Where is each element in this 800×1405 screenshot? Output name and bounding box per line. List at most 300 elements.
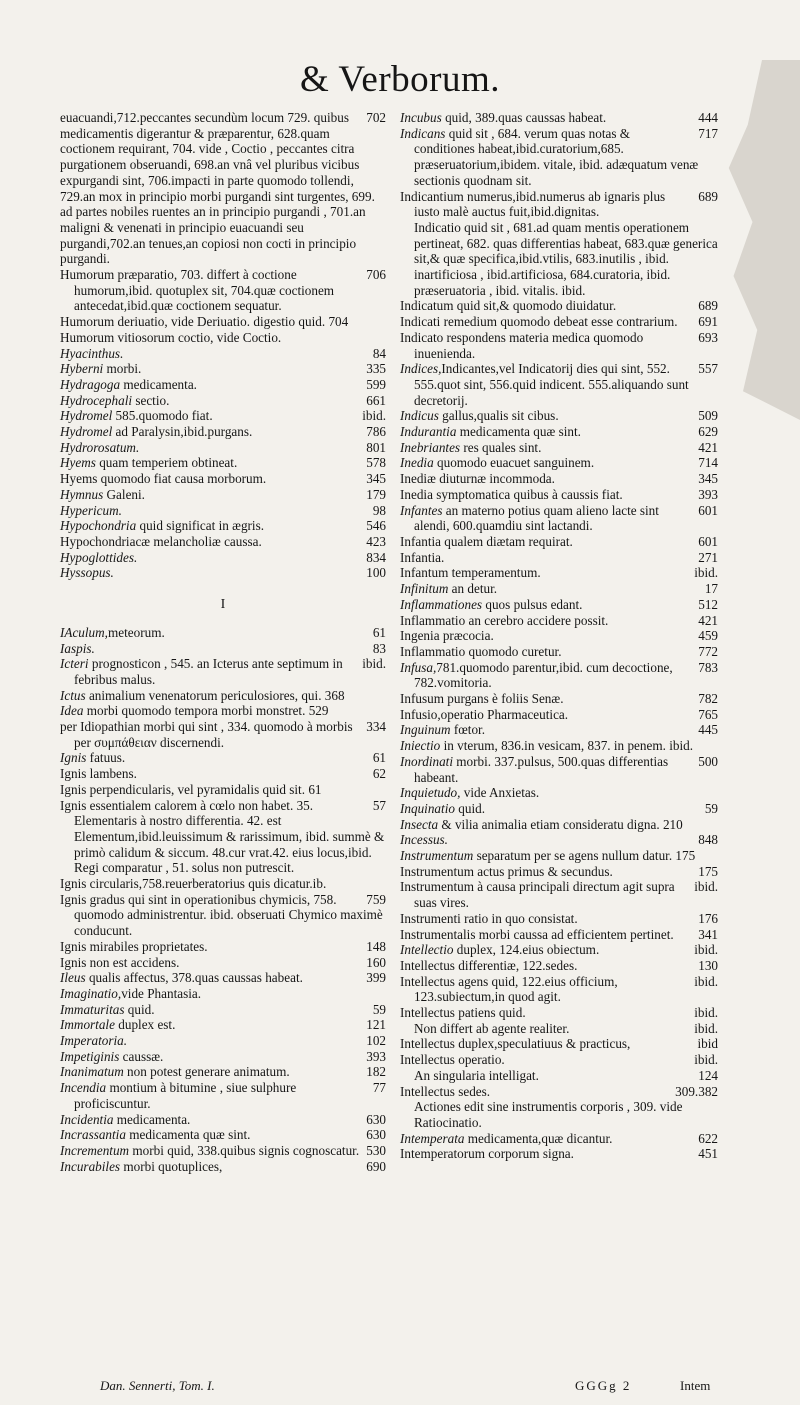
index-entry (60, 1127, 386, 1143)
page-reference: 59 (704, 800, 718, 816)
entry-text: Infusio,operatio Pharmaceutica. (400, 706, 569, 722)
page-reference: 124 (698, 1067, 718, 1083)
index-entry (400, 189, 718, 220)
page-reference: 782 (698, 691, 718, 707)
page-reference: 693 (698, 329, 718, 345)
index-entry (400, 314, 718, 330)
entry-text: fatuus. (86, 750, 126, 766)
entry-text: medicamenta quæ sint. (456, 424, 581, 440)
entry-text: Instrumentalis morbi caussa ad efficientem pertinet. (400, 926, 674, 942)
index-entry (60, 565, 386, 581)
entry-text: montium à bitumine , siue sulphure proficiscuntur. (74, 1080, 297, 1111)
index-entry (400, 565, 718, 581)
page-reference: 557 (698, 361, 718, 377)
index-entry (60, 408, 386, 424)
page-reference: 175 (698, 863, 718, 879)
entry-headword: Hydrorosatum. (60, 439, 140, 455)
index-entry (60, 346, 386, 362)
entry-text: gallus,qualis sit cibus. (438, 408, 559, 424)
page-reference: 601 (698, 533, 718, 549)
entry-text: medicamenta. (113, 1111, 191, 1127)
page-reference: 702 (366, 110, 386, 125)
entry-headword: Hypoglottides. (60, 549, 138, 565)
page-reference: 121 (366, 1017, 386, 1033)
entry-text: medicamenta. (120, 376, 197, 392)
entry-headword: Inquietudo, (400, 785, 461, 801)
entry-headword: Idea (60, 703, 84, 719)
page-reference: 59 (372, 1001, 386, 1017)
index-entry (400, 1021, 718, 1037)
entry-headword: Hydromel (60, 408, 113, 424)
entry-headword: Hypochondria (60, 518, 137, 534)
entry-headword: Hydragoga (60, 376, 121, 392)
entry-text: Ignis lambens. (60, 766, 137, 782)
page-reference: 599 (366, 376, 386, 392)
entry-text: Humorum præparatio, 703. differt à coctione humorum,ibid. quotuplex sit, 704.quæ coctionem antecedat,ibid.quæ coctionem sequatur. (60, 267, 335, 314)
page-reference: 630 (366, 1111, 386, 1127)
entry-headword: Incurabiles (60, 1158, 121, 1174)
index-entry (60, 377, 386, 393)
entry-text: medicamenta,quæ dicantur. (464, 1130, 613, 1146)
entry-headword: Incessus. (400, 832, 448, 848)
page-reference: 786 (366, 424, 386, 440)
page-reference: 546 (366, 518, 386, 534)
page-reference: ibid. (694, 973, 718, 989)
entry-text: quos pulsus edant. (482, 596, 583, 612)
page-reference: 61 (372, 624, 386, 640)
entry-text: An singularia intelligat. (414, 1067, 539, 1083)
torn-page-edge (705, 60, 800, 420)
entry-headword: Inordinati (400, 753, 453, 769)
index-entry (400, 644, 718, 660)
entry-text: morbi. (103, 361, 142, 377)
index-entry (400, 942, 718, 958)
page-reference: ibid. (694, 565, 718, 581)
entry-text: Indicati remedium quomodo debeat esse contrarium. (400, 314, 678, 330)
index-entry (400, 1068, 718, 1084)
index-entry (60, 1049, 386, 1065)
index-entry (400, 534, 718, 550)
index-entry (400, 660, 718, 691)
index-entry (400, 424, 718, 440)
page-reference: 848 (698, 832, 718, 848)
page-reference: 801 (366, 439, 386, 455)
index-entry (400, 801, 718, 817)
entry-headword: Hypericum. (60, 502, 122, 518)
index-entry (60, 487, 386, 503)
page-reference: 530 (366, 1143, 386, 1158)
index-entry (400, 832, 718, 848)
entry-text: Ingenia præcocia. (400, 628, 494, 644)
entry-headword: Hyssopus. (60, 565, 114, 581)
index-entry (400, 1084, 718, 1100)
index-entry (60, 656, 386, 687)
page-reference: 345 (698, 471, 718, 487)
index-entry (400, 1146, 718, 1162)
index-entry (60, 518, 386, 534)
index-entry (400, 408, 718, 424)
entry-headword: Intemperata (400, 1130, 465, 1146)
section-letter: I (220, 597, 226, 613)
page-reference: 399 (366, 970, 386, 986)
index-entry (60, 503, 386, 519)
entry-text: Non differt ab agente realiter. (414, 1020, 570, 1036)
entry-headword: Inebriantes (400, 439, 461, 455)
index-entry (400, 613, 718, 629)
entry-text: caussæ. (119, 1048, 164, 1064)
entry-text: Hypochondriacæ melancholiæ caussa. (60, 533, 262, 549)
index-entry (60, 625, 386, 641)
index-entry (400, 707, 718, 723)
entry-text: Ignis gradus qui sint in operationibus chymicis, 758. quomodo administrentur. ibid. obseruati Chymico maximè conducunt. (60, 891, 383, 939)
entry-text: an materno potius quam alieno lacte sint alendi, 600.quamdiu sint lactandi. (414, 502, 659, 534)
page-reference: 148 (366, 938, 386, 954)
entry-text: fœtor. (450, 722, 485, 738)
entry-text: Ignis non est accidens. (60, 954, 180, 970)
page-reference: 765 (698, 706, 718, 722)
entry-headword: Hymnus (60, 486, 104, 502)
page-reference: 500 (698, 753, 718, 769)
entry-headword: Intellectio (400, 942, 454, 958)
entry-headword: Hyems (60, 455, 96, 471)
entry-text: vide Anxietas. (460, 785, 540, 801)
page-reference: 130 (698, 957, 718, 973)
index-entry (60, 1064, 386, 1080)
entry-headword: Hydrocephali (60, 392, 133, 408)
index-entry (60, 703, 386, 719)
page-reference: 271 (698, 549, 718, 565)
page-reference: 341 (698, 926, 718, 942)
page-reference: 661 (366, 392, 386, 408)
index-entry (60, 939, 386, 955)
page-reference: 509 (698, 408, 718, 424)
index-entry (400, 487, 718, 503)
entry-text: quid, 389.quas caussas habeat. (441, 110, 607, 125)
entry-headword: Inquinatio (400, 800, 455, 816)
index-entry (400, 628, 718, 644)
index-entry (400, 738, 718, 754)
index-entry (60, 1080, 386, 1111)
entry-text: Intemperatorum corporum signa. (400, 1146, 574, 1162)
page-reference: 77 (372, 1080, 386, 1096)
catchword: Intem (680, 1378, 711, 1393)
entry-text: Actiones edit sine instrumentis corporis , 309. vide Ratiocinatio. (414, 1099, 683, 1130)
entry-headword: Insecta (400, 816, 439, 832)
entry-headword: Incidentia (60, 1111, 114, 1127)
index-entry (400, 597, 718, 613)
page-reference: 17 (704, 581, 718, 597)
entry-text: quid. (124, 1001, 155, 1017)
entry-headword: Iniectio (400, 738, 441, 754)
index-entry (400, 471, 718, 487)
index-entry (60, 361, 386, 377)
page-reference: 706 (366, 267, 386, 283)
index-entry (60, 267, 386, 314)
page-reference: 182 (366, 1064, 386, 1080)
page-reference: 451 (698, 1146, 718, 1162)
index-entry (400, 220, 718, 299)
page-reference: ibid. (362, 408, 386, 424)
page-reference: 759 (366, 891, 386, 907)
page-reference: 102 (366, 1033, 386, 1049)
index-entry (60, 1112, 386, 1128)
entry-headword: Iaspis. (60, 640, 95, 656)
page-reference: 421 (698, 612, 718, 628)
entry-headword: Infantes (400, 502, 443, 518)
entry-headword: Indices, (400, 361, 442, 377)
entry-text: Indicantium numerus,ibid.numerus ab ignaris plus iusto malè auctus fuit,ibid.dignitas. (400, 188, 666, 220)
index-entry (400, 1131, 718, 1147)
entry-text: Intellectus operatio. (400, 1052, 505, 1068)
index-entry (60, 970, 386, 986)
entry-text: morbi quotuplices, (120, 1158, 223, 1174)
entry-text: Indicatum quid sit,& quomodo diuidatur. (400, 298, 617, 314)
page-reference: 57 (372, 797, 386, 813)
entry-headword: Infusa, (400, 659, 437, 675)
entry-text: meteorum. (107, 624, 165, 640)
running-title: Dan. Sennerti, Tom. I. (100, 1378, 215, 1393)
index-entry (400, 879, 718, 910)
entry-headword: Imperatoria. (60, 1033, 128, 1049)
page-reference: 834 (366, 549, 386, 565)
page-reference: 691 (698, 314, 718, 330)
index-entry (60, 314, 386, 330)
entry-text: per Idiopathian morbi qui sint , 334. quomodo à morbis per συμπάθειαν discernendi. (60, 719, 353, 750)
entry-text: Indicato respondens materia medica quomodo inuenienda. (400, 329, 644, 361)
entry-text: quam temperiem obtineat. (95, 455, 238, 471)
entry-text: quid. (454, 800, 485, 816)
entry-text: Infusum purgans è foliis Senæ. (400, 691, 564, 707)
entry-text: morbi quomodo tempora morbi monstret. 529 (83, 703, 329, 719)
entry-text: duplex, 124.eius obiectum. (453, 942, 600, 958)
page-reference: 62 (372, 766, 386, 782)
entry-text: Infantia. (400, 549, 445, 565)
index-entry (400, 1052, 718, 1068)
page-reference: 444 (698, 110, 718, 125)
entry-headword: Inanimatum (60, 1064, 124, 1080)
entry-text: duplex est. (114, 1017, 176, 1033)
signature-mark: GGGg 2 (575, 1378, 632, 1393)
entry-text: Humorum deriuatio, vide Deriuatio. digestio quid. 704 (60, 314, 349, 330)
entry-headword: Incrassantia (60, 1127, 126, 1143)
page-reference: 630 (366, 1127, 386, 1143)
entry-headword: Impetiginis (60, 1048, 120, 1064)
entry-headword: Incrementum (60, 1143, 130, 1158)
entry-text: Inediæ diuturnæ incommoda. (400, 471, 555, 487)
index-entry (400, 581, 718, 597)
page-reference: 98 (372, 502, 386, 518)
entry-headword: Inedia (400, 455, 434, 471)
entry-text: in vterum, 836.in vesicam, 837. in penem. ibid. (440, 738, 694, 754)
index-entry (400, 785, 718, 801)
page-reference: 393 (698, 486, 718, 502)
entry-text: Intellectus sedes. (400, 1083, 491, 1099)
entry-text: Intellectus agens quid, 122.eius officium, 123.subiectum,in quod agit. (400, 973, 618, 1005)
page-reference: 578 (366, 455, 386, 471)
index-entry (400, 330, 718, 361)
index-entry (400, 691, 718, 707)
entry-text: Infantum temperamentum. (400, 565, 541, 581)
page-reference: 717 (698, 125, 718, 141)
entry-text: morbi quid, 338.quibus signis cognoscatur. (129, 1143, 360, 1158)
index-entry (400, 550, 718, 566)
index-entry (60, 1143, 386, 1159)
entry-headword: Imaginatio, (60, 985, 122, 1001)
page-reference: ibid. (694, 1052, 718, 1068)
entry-text: an detur. (448, 581, 498, 597)
entry-text: vide Phantasia. (121, 985, 202, 1001)
page-reference: 83 (372, 640, 386, 656)
index-entry (400, 848, 718, 864)
page-reference: 629 (698, 424, 718, 440)
index-entry (400, 298, 718, 314)
entry-headword: Indicus (400, 408, 439, 424)
entry-text: non potest generare animatum. (123, 1064, 290, 1080)
index-entry (400, 722, 718, 738)
entry-text: quid sit , 684. verum quas notas & conditiones habeat,ibid.curatorium,685. præseruatorium,ibidem. vitale, ibid. adæquatum venæ sectionis quodnam sit. (414, 125, 699, 188)
entry-text: Indicatio quid sit , 681.ad quam mentis operationem pertineat, 682. quas differentias habeat, 683.quæ generica sit,& quæ specifica,ibid.vtilis, 683.inutilis , ibid. inartificiosa , ibid.artificiosa, 684.curatoria, ibid. præseruatoria , ibid. vitalis. ibid. (414, 219, 718, 298)
entry-headword: Indurantia (400, 424, 457, 440)
entry-text: euacuandi,712.peccantes secundùm locum 729. quibus medicamentis digerantur & præparentur, 628.quam coctionem requirant, 704. vide , Coctio , peccantes citra purgationem obseruandi, 698.an vnâ vel pluribus vicibus expurgandi sint, 706.impacti in parte quomodo tollendi, 729.an mox in principio morbi purgandi sint turgentes, 699. ad partes nobiles ruentes an in principio purgandi , 701.an maligni & venenati in principio euacuandi seu purgandi,702.an tenues,an copiosi non cocti in principio purgandi. (60, 110, 375, 267)
entry-text: Infantia qualem diætam requirat. (400, 533, 573, 549)
entry-text: Intellectus patiens quid. (400, 1005, 526, 1021)
index-entry (60, 440, 386, 456)
entry-text: prognosticon , 545. an Icterus ante septimum in febribus malus. (74, 656, 343, 687)
entry-headword: Immortale (60, 1017, 115, 1033)
page-reference: 61 (372, 750, 386, 766)
entry-headword: Instrumentum (400, 848, 474, 864)
entry-text: Inflammatio quomodo curetur. (400, 643, 562, 659)
entry-headword: Ileus (60, 970, 86, 986)
index-entry (60, 471, 386, 487)
index-entry (60, 550, 386, 566)
index-entry (60, 393, 386, 409)
entry-text: Ignis mirabiles proprietates. (60, 938, 208, 954)
entry-text: Instrumentum à causa principali directum agit supra suas vires. (400, 879, 675, 911)
page-reference: 512 (698, 596, 718, 612)
entry-text: Instrumentum actus primus & secundus. (400, 863, 613, 879)
index-entry (60, 1017, 386, 1033)
index-entry (60, 782, 386, 798)
index-entry (400, 455, 718, 471)
page-reference: 622 (698, 1130, 718, 1146)
entry-headword: IAculum, (60, 624, 108, 640)
entry-text: ad Paralysin,ibid.purgans. (112, 424, 253, 440)
page-reference: 393 (366, 1048, 386, 1064)
entry-headword: Indicans (400, 125, 446, 141)
index-entry (60, 110, 386, 267)
index-entry (400, 110, 718, 126)
page-reference: 421 (698, 439, 718, 455)
index-entry (60, 750, 386, 766)
entry-text: quid significat in ægris. (136, 518, 265, 534)
entry-text: Ignis circularis,758.reuerberatorius quis dicatur.ib. (60, 876, 327, 892)
entry-headword: Incendia (60, 1080, 107, 1096)
index-entry (400, 503, 718, 534)
index-entry (60, 766, 386, 782)
page-reference: ibid. (694, 879, 718, 895)
index-entry (60, 719, 386, 750)
index-entry (400, 754, 718, 785)
entry-text: res quales sint. (460, 439, 542, 455)
page-reference: 334 (366, 719, 386, 735)
entry-text: Galeni. (103, 486, 145, 502)
index-entry (400, 817, 718, 833)
entry-headword: Ictus (60, 687, 86, 703)
page-reference: 423 (366, 533, 386, 549)
page-reference: 689 (698, 188, 718, 204)
entry-text: sectio. (132, 392, 170, 408)
left-index-column (60, 110, 386, 1174)
page-reference: 445 (698, 722, 718, 738)
index-entry (60, 986, 386, 1002)
index-entry (60, 330, 386, 346)
page-reference: 309.382 (675, 1083, 718, 1099)
index-entry (60, 798, 386, 877)
index-entry (400, 927, 718, 943)
page-reference: 772 (698, 643, 718, 659)
entry-text: Hyems quomodo fiat causa morborum. (60, 471, 267, 487)
entry-text: qualis affectus, 378.quas caussas habeat. (85, 970, 303, 986)
entry-text: Inflammatio an cerebro accidere possit. (400, 612, 609, 628)
index-entry (400, 1099, 718, 1130)
index-entry (60, 534, 386, 550)
index-entry (60, 1159, 386, 1175)
page-reference: ibid (697, 1036, 718, 1052)
page-reference: 160 (366, 954, 386, 970)
entry-text: Inedia symptomatica quibus à caussis fiat. (400, 486, 623, 502)
entry-headword: Hyacinthus. (60, 345, 124, 361)
index-entry (60, 876, 386, 892)
index-entry (60, 1002, 386, 1018)
page-reference: ibid. (694, 1005, 718, 1021)
index-entry (60, 424, 386, 440)
entry-text: 585.quomodo fiat. (112, 408, 213, 424)
index-entry (400, 361, 718, 408)
page-reference: 179 (366, 486, 386, 502)
index-entry (60, 955, 386, 971)
index-entry (60, 688, 386, 704)
page-reference: 176 (698, 910, 718, 926)
index-entry (400, 974, 718, 1005)
entry-text: medicamenta quæ sint. (125, 1127, 251, 1143)
page-reference: 335 (366, 361, 386, 377)
page-reference: 690 (366, 1158, 386, 1174)
page-reference: 84 (372, 345, 386, 361)
page-reference: ibid. (694, 942, 718, 958)
index-entry (400, 911, 718, 927)
entry-text: quomodo euacuet sanguinem. (433, 455, 595, 471)
entry-headword: Ignis (60, 750, 87, 766)
page-reference: ibid. (694, 1020, 718, 1036)
page-reference: 783 (698, 659, 718, 675)
page-reference: ibid. (362, 656, 386, 672)
entry-text: Indicantes,vel Indicatorij dies qui sint, 552. 555.quot sint, 556.quid indicent. 555.aliquando sunt decretorij. (414, 361, 689, 408)
index-entry (60, 892, 386, 939)
page-reference: 459 (698, 628, 718, 644)
index-entry (60, 1033, 386, 1049)
page-reference: 100 (366, 565, 386, 581)
page-reference: 601 (698, 502, 718, 518)
page-reference: 714 (698, 455, 718, 471)
index-entry (60, 455, 386, 471)
entry-text: morbi. 337.pulsus, 500.quas differentias habeant. (414, 753, 669, 785)
index-entry (400, 958, 718, 974)
entry-headword: Inguinum (400, 722, 451, 738)
entry-headword: Incubus (400, 110, 442, 125)
entry-headword: Icteri (60, 656, 89, 672)
entry-text: Intellectus duplex,speculatiuus & practicus, (400, 1036, 631, 1052)
